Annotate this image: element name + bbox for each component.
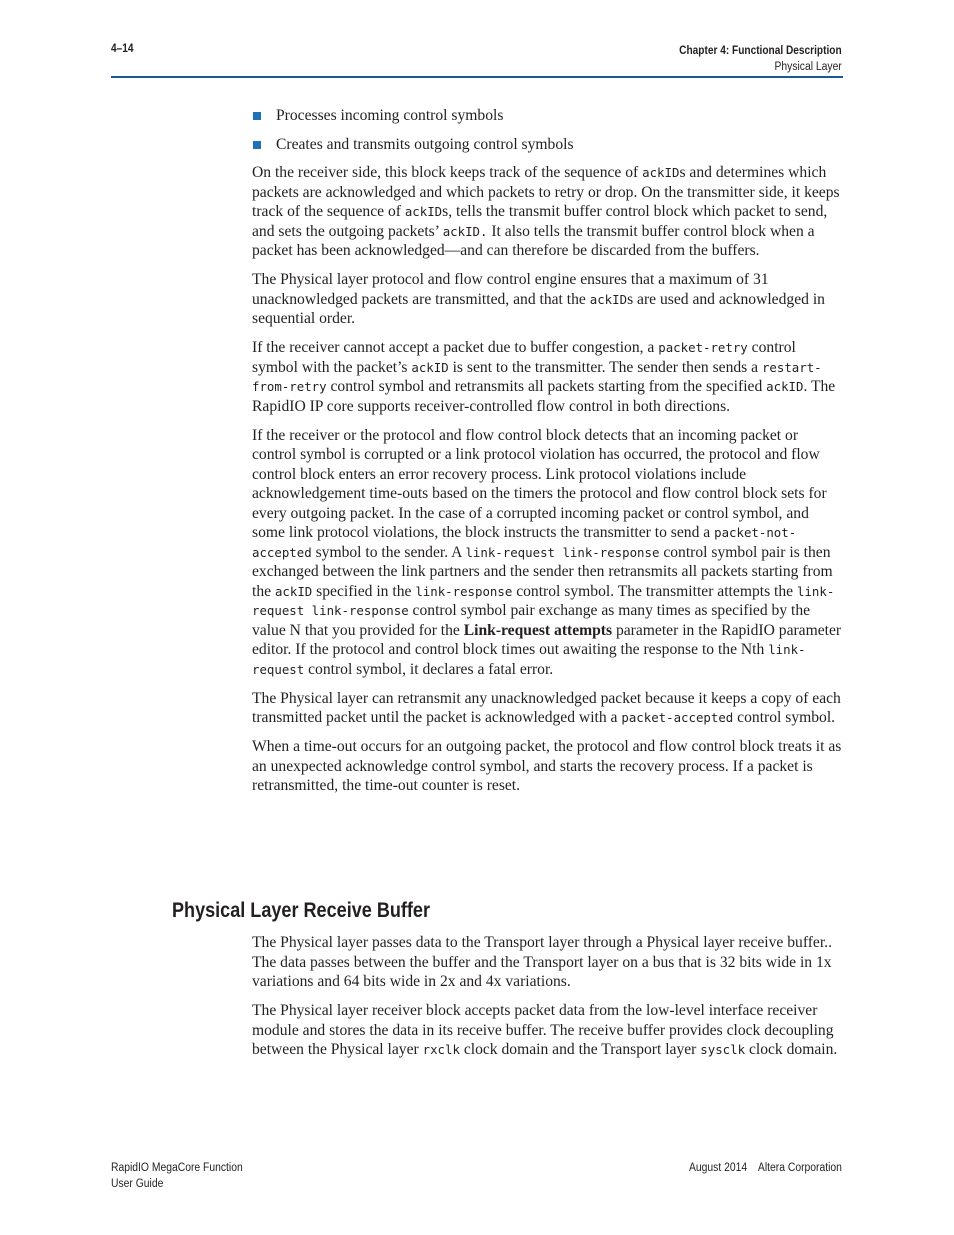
- footer-product: [111, 1160, 257, 1192]
- paragraph-ackid-tracking: On the receiver side, this block keeps track of the sequence of ackIDs and determines which packets are acknowledged and which packets to retry or drop. On the transmitter side, it keeps track of the sequence of ackIDs, tells the transmit buffer control block which packet to send, and sets the outgoing packets’ ackID. It also tells the transmit buffer control block when a packet has been acknowledged—and can therefore be discarded from the buffers.: [252, 164, 840, 259]
- section-body: [252, 933, 844, 1069]
- bullet-square-icon: [253, 112, 261, 120]
- footer-date-company: [689, 1160, 842, 1176]
- chapter-title: Chapter 4: Functional Description: [679, 45, 842, 57]
- section-heading: Physical Layer Receive Buffer: [172, 899, 430, 922]
- footer-product-name: RapidIO MegaCore Function: [111, 1162, 243, 1174]
- paragraph-buffer-congestion: If the receiver cannot accept a packet due to buffer congestion, a packet-retry control symbol with the packet’s ackID is sent to the transmitter. The sender then sends a restart-from-retry control symbol and retransmits all packets starting from the specified ackID. The RapidIO IP core supports receiver-controlled flow control in both directions.: [252, 339, 836, 415]
- paragraph-receiver-block: The Physical layer receiver block accepts packet data from the low-level interface receiver module and stores the data in its receive buffer. The receive buffer provides clock decoupling between the Physical layer rxclk clock domain and the Transport layer sysclk clock domain.: [252, 1002, 838, 1058]
- header-rule: [111, 76, 843, 78]
- section-title: Physical Layer: [774, 61, 842, 73]
- paragraph-flow-control-engine: The Physical layer protocol and flow control engine ensures that a maximum of 31 unacknowledged packets are transmitted, and that the ackIDs are used and acknowledged in sequential order.: [252, 271, 825, 327]
- bullet-square-icon: [253, 141, 261, 149]
- body-text: [252, 106, 844, 805]
- paragraph-timeout: When a time-out occurs for an outgoing packet, the protocol and flow control block treats it as an unexpected acknowledge control symbol, and starts the recovery process. If a packet is retransmitted, the time-out counter is reset.: [252, 738, 842, 794]
- running-header: [657, 43, 842, 75]
- footer-doc-type: User Guide: [111, 1178, 164, 1190]
- page-number: 4–14: [111, 43, 134, 55]
- footer-company: Altera Corporation: [758, 1162, 842, 1174]
- footer-date: August 2014: [689, 1162, 748, 1174]
- paragraph-retransmit: The Physical layer can retransmit any unacknowledged packet because it keeps a copy of each transmitted packet until the packet is acknowledged with a packet-accepted control symbol.: [252, 689, 841, 726]
- paragraph-receive-buffer: The Physical layer passes data to the Transport layer through a Physical layer receive buffer.. The data passes between the buffer and the Transport layer on a bus that is 32 bits wide in 1x variations and 64 bits wide in 2x and 4x variations.: [252, 934, 832, 990]
- list-item: Creates and transmits outgoing control symbols: [252, 135, 844, 155]
- list-item: Processes incoming control symbols: [252, 106, 844, 126]
- paragraph-error-recovery: If the receiver or the protocol and flow control block detects that an incoming packet or control symbol is corrupted or a link protocol violation has occurred, the protocol and flow control block enters an error recovery process. Link protocol violations include acknowledgement time-outs based on the timers the protocol and flow control block sets for every outgoing packet. In the case of a corrupted incoming packet or control symbol, and some link protocol violations, the block instructs the transmitter to send a packet-not-accepted symbol to the sender. A link-request link-response control symbol pair is then exchanged between the link partners and the sender then retransmits all packets starting from the ackID specified in the link-response control symbol. The transmitter attempts the link-request link-response control symbol pair exchange as many times as specified by the value N that you provided for the Link-request attempts parameter in the RapidIO parameter editor. If the protocol and control block times out awaiting the response to the Nth link-request control symbol, it declares a fatal error.: [252, 426, 842, 678]
